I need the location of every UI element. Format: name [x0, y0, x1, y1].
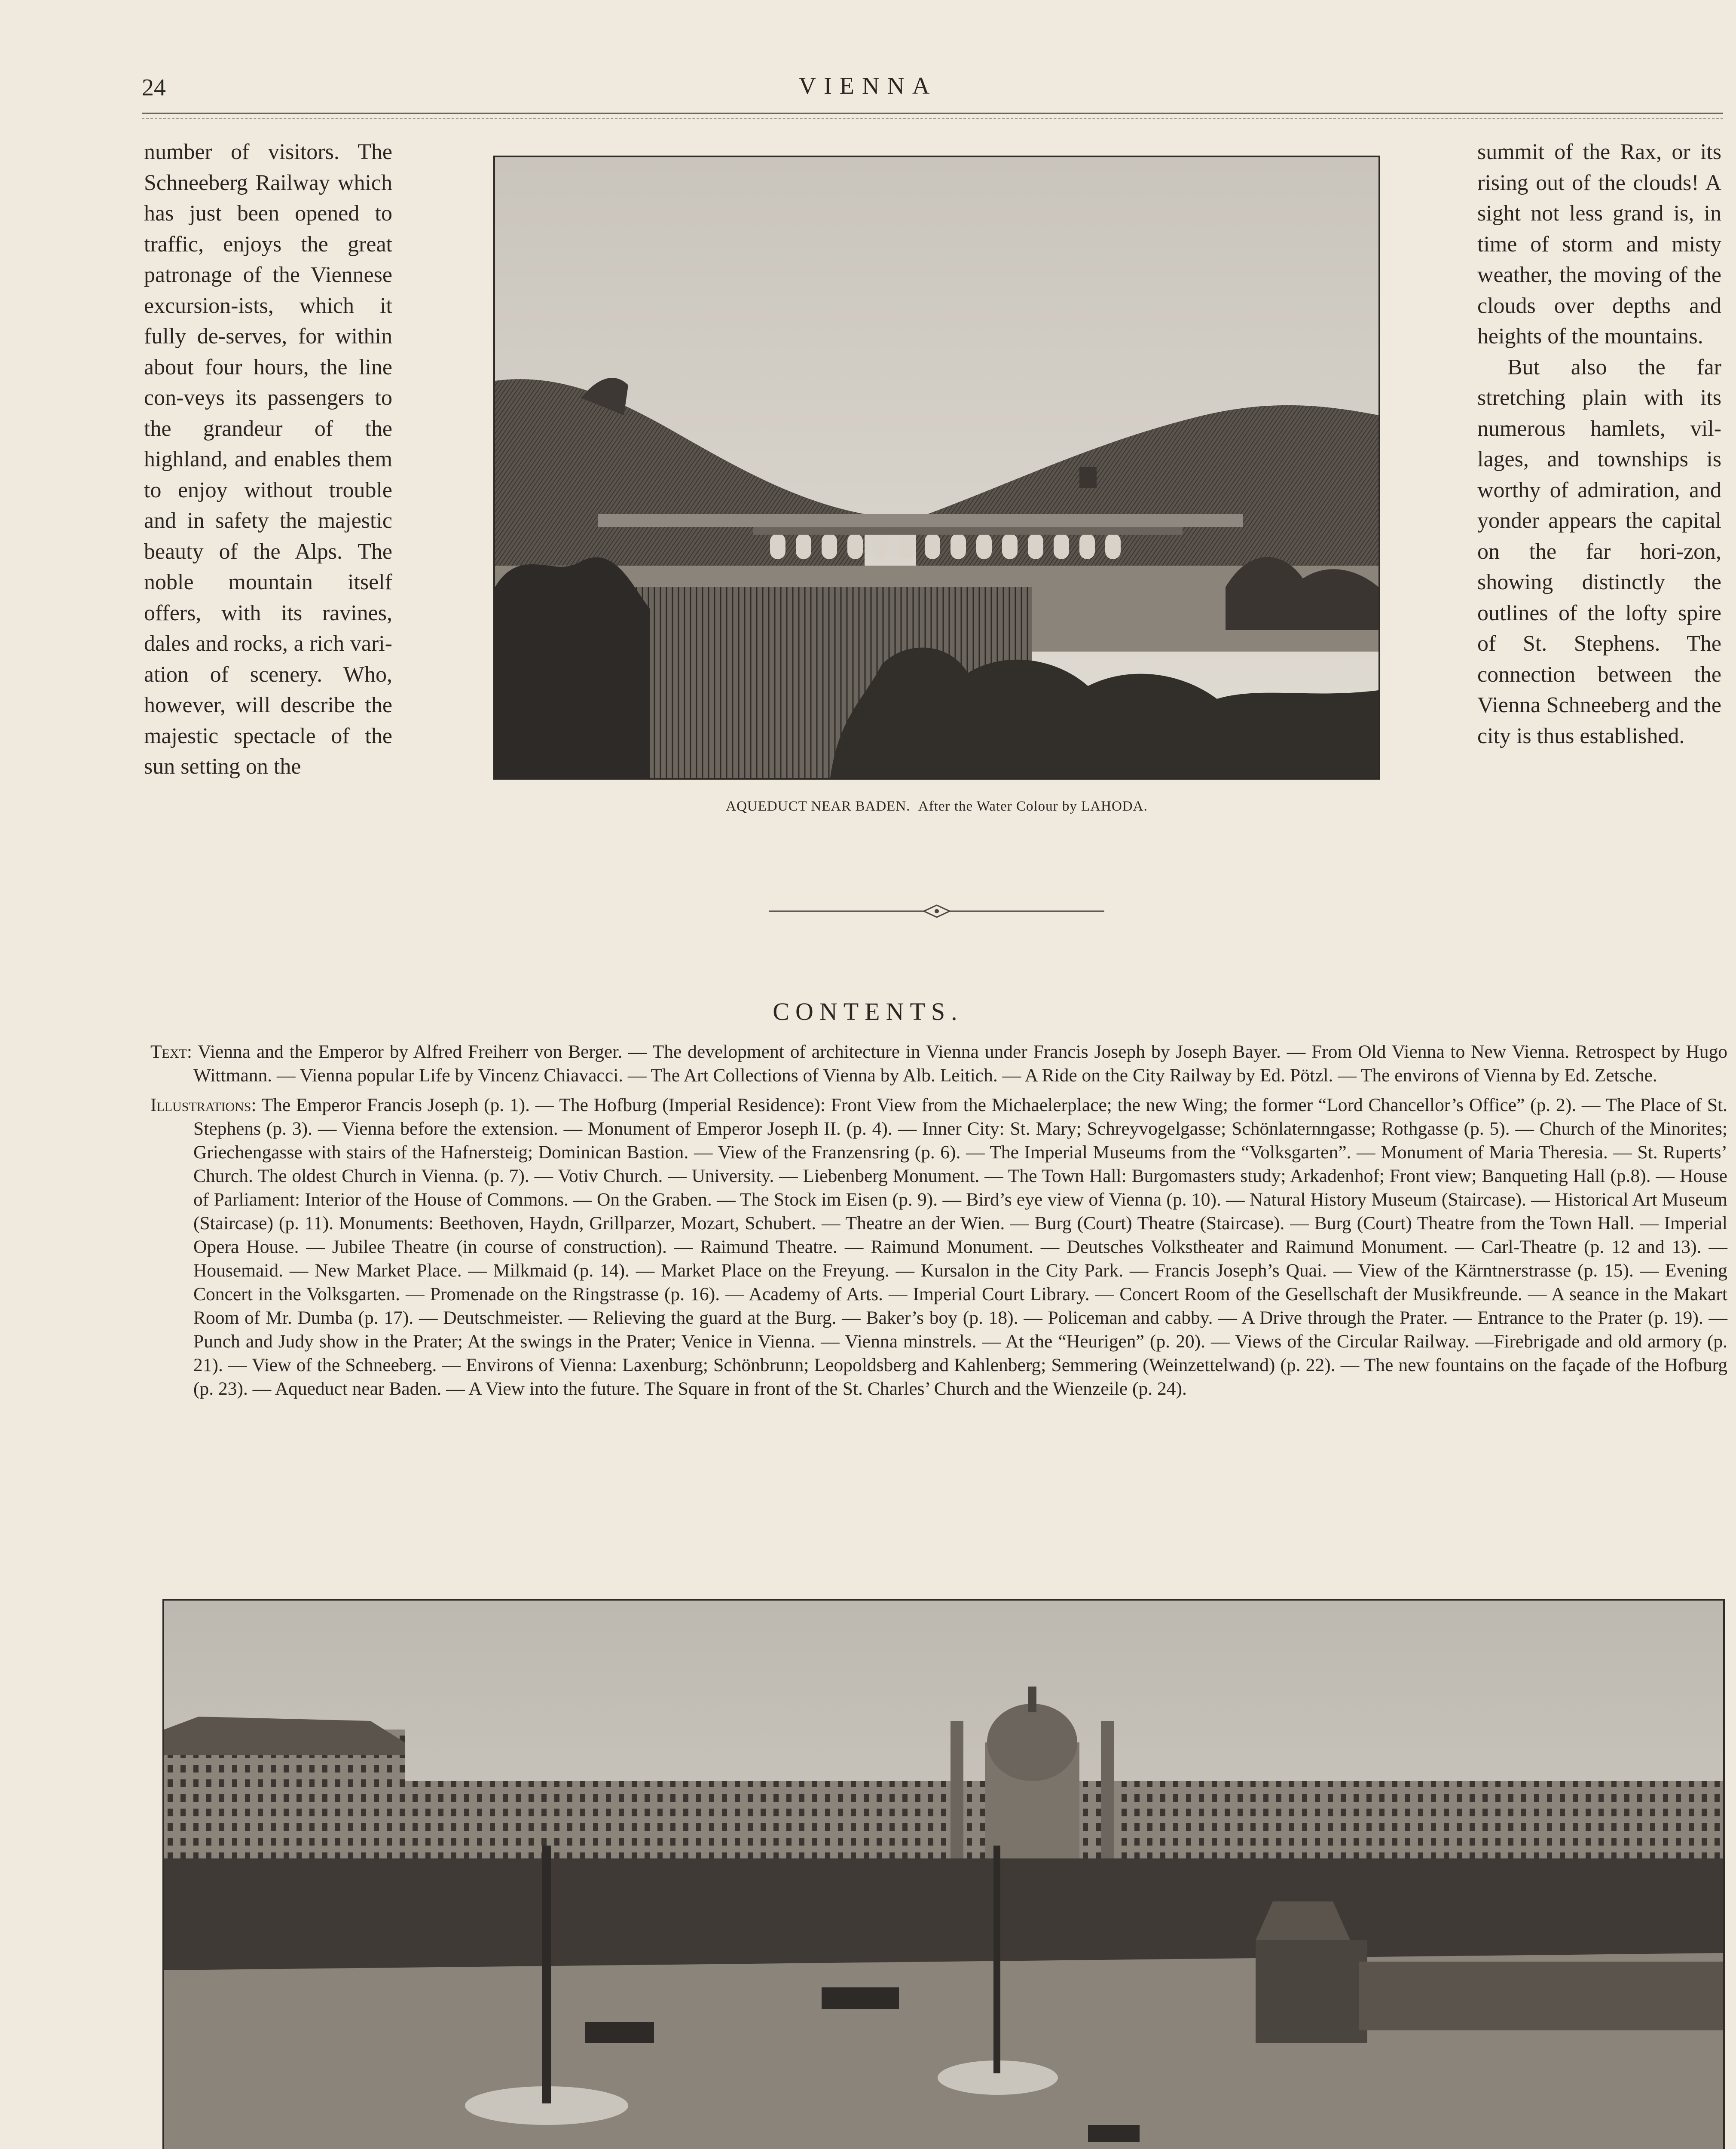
contents-illustrations-body: The Emperor Francis Joseph (p. 1). — The Hofburg (Imperial Residence): Front View from the Michaelerplace; the new Wing; the former “Lord Chancellor’s Office” (p. 2). — The Place of St. Stephens (p. 3). — Vienna before the extension. — Monument of Emperor Joseph II. (p. 4). — Inner City: St. Mary; Schreyvogelgasse; Schönlaternngasse; Rothgasse (p. 5). — Church of the Minorites; Griechengasse with stairs of the Hafnersteig; Dominican Bastion. — View of the Franzensring (p. 6). — The Imperial Museums from the “Volksgarten”. — Monument of Maria Theresia. — St. Ruperts’ Church. The oldest Church in Vienna. (p. 7). — Votiv Church. — University. — Liebenberg Monument. — The Town Hall: Burgomasters study; Arkadenhof; Front view; Banqueting Hall (p.8). — House of Parliament: Interior of the House of Commons. — On the Graben. — The Stock im Eisen (p. 9). — Bird’s eye view of Vienna (p. 10). — Natural History Museum (Staircase). — Historical Art Museum (Staircase) (p. 11). Monuments: Beethoven, Haydn, Grillparzer, Mozart, Schubert. — Theatre an der Wien. — Burg (Court) Theatre (Staircase). — Burg (Court) Theatre from the Town Hall. — Imperial Opera House. — Jubilee Theatre (in course of construction). — Raimund Theatre. — Raimund Monument. — Deutsches Volkstheater and Raimund Monument. — Carl-Theatre (p. 12 and 13). — Housemaid. — New Market Place. — Milkmaid (p. 14). — Market Place on the Freyung. — Kursalon in the City Park. — Francis Joseph’s Quai. — View of the Kärntnerstrasse (p. 15). — Evening Concert in the Volksgarten. — Promenade on the Ringstrasse (p. 16). — Academy of Arts. — Imperial Court Library. — Concert Room of the Gesellschaft der Musikfreunde. — A seance in the Makart Room of Mr. Dumba (p. 17). — Deutschmeister. — Relieving the guard at the Burg. — Baker’s boy (p. 18). — Policeman and cabby. — A Drive through the Prater. — Entrance to the Prater (p. 19). — Punch and Judy show in the Prater; At the swings in the Prater; Venice in Vienna. — Vienna minstrels. — At the “Heurigen” (p. 20). — Views of the Circular Railway. —Firebrigade and old armory (p. 21). — View of the Schneeberg. — Environs of Vienna: Laxenburg; Schönbrunn; Leopoldsberg and Kahlenberg; Semmering (Weinzettelwand) (p. 22). — The new fountains on the façade of the Hofburg (p. 23). — Aqueduct near Baden. — A View into the future. The Square in front of the St. Charles’ Church and the Wienzeile (p. 24).	[193, 1095, 1727, 1399]
future-square-illustration	[162, 1599, 1725, 2149]
contents-text-entry	[150, 1040, 1727, 1087]
contents-text-label: Text:	[150, 1041, 192, 1062]
contents-text-body: Vienna and the Emperor by Alfred Freiherr von Berger. — The development of architecture in Vienna under Francis Joseph by Joseph Bayer. — From Old Vienna to New Vienna. Retrospect by Hugo Wittmann. — Vienna popular Life by Vincenz Chiavacci. — The Art Collections of Vienna by Alb. Leitich. — A Ride on the City Railway by Ed. Pötzl. — The environs of Vienna by Ed. Zetsche.	[193, 1041, 1728, 1086]
left-text-column	[144, 137, 392, 782]
ornament-divider	[769, 903, 1104, 920]
aqueduct-illustration	[493, 156, 1380, 780]
right-paragraph-1: summit of the Rax, or its rising out of the clouds! A sight not less grand is, in time of storm and misty weather, the moving of the clouds over depths and heights of the mountains.	[1477, 140, 1721, 349]
right-paragraph-2: But also the far stretching plain with its numerous hamlets, vil-lages, and townships is worthy of admiration, and yonder appears the capital on the far hori-zon, showing distinctly the outlines of the lofty spire of St. Stephens. The connection between the Vienna Schneeberg and the city is thus established.	[1477, 355, 1721, 748]
running-title: VIENNA	[798, 73, 938, 99]
page-number: 24	[142, 74, 166, 101]
aqueduct-caption	[493, 799, 1380, 814]
header-rule	[142, 113, 1723, 114]
contents-title: CONTENTS.	[773, 998, 963, 1026]
aqueduct-caption-artist: LAHODA.	[1081, 799, 1148, 814]
aqueduct-caption-credit: After the Water Colour by	[918, 799, 1077, 814]
contents-illustrations-entry	[150, 1093, 1727, 1401]
aqueduct-caption-title: AQUEDUCT NEAR BADEN.	[726, 799, 911, 814]
contents-block	[150, 1040, 1727, 1401]
contents-illustrations-label: Illustrations:	[150, 1095, 257, 1115]
left-paragraph: number of visitors. The Schneeberg Railway which has just been opened to traffic, enjoys the great patronage of the Viennese excursion-ists, which it fully de-serves, for within about four hours, the line con-veys its passengers to the grandeur of the highland, and enables them to enjoy without trouble and in safety the majestic beauty of the Alps. The noble mountain itself offers, with its ravines, dales and rocks, a rich vari-ation of scenery. Who, however, will describe the majestic spectacle of the sun setting on the	[144, 140, 392, 779]
aqueduct-engraving	[495, 157, 1378, 778]
right-text-column	[1477, 137, 1721, 751]
future-square-engraving	[164, 1601, 1723, 2149]
header-rule-secondary	[142, 118, 1723, 119]
